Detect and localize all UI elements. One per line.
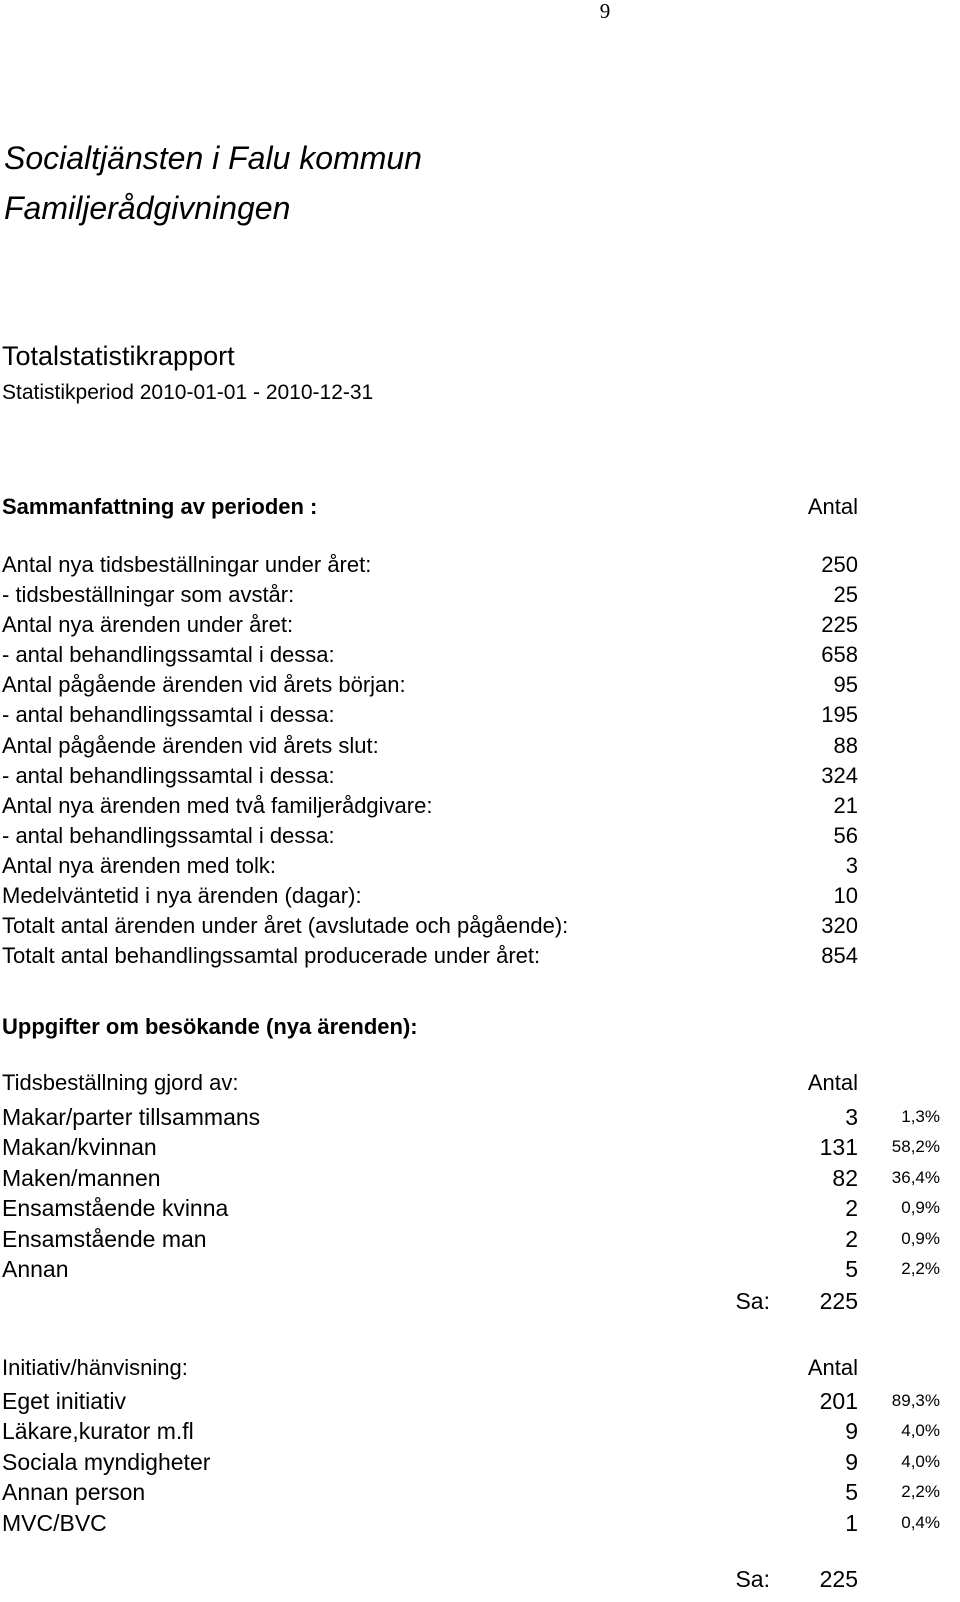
- referral-row: [0, 1447, 960, 1477]
- booking-row: [0, 1254, 960, 1284]
- summary-row-label: - tidsbeställningar som avstår:: [2, 582, 295, 608]
- booking-row-percent: 0,9%: [901, 1198, 940, 1218]
- summary-heading: Sammanfattning av perioden :: [2, 494, 318, 519]
- referral-row: [0, 1416, 960, 1446]
- booking-row: [0, 1193, 960, 1223]
- booking-row-value: 2: [845, 1195, 858, 1222]
- department-name: Familjerådgivningen: [4, 190, 291, 226]
- booking-sum: [0, 1286, 960, 1316]
- booking-column-header: Antal: [807, 1070, 858, 1095]
- referral-group-label: Initiativ/hänvisning:: [2, 1355, 188, 1380]
- referral-row-percent: 2,2%: [901, 1482, 940, 1502]
- booking-row: [0, 1132, 960, 1162]
- referral-list: [0, 1386, 960, 1538]
- booking-row-value: 3: [845, 1104, 858, 1130]
- page-number: 9: [599, 0, 611, 23]
- summary-row-label: - antal behandlingssamtal i dessa:: [2, 822, 335, 848]
- referral-row-value: 9: [845, 1418, 858, 1445]
- booking-row-label: Makan/kvinnan: [2, 1134, 157, 1161]
- summary-row: [0, 821, 960, 851]
- booking-group-label: Tidsbeställning gjord av:: [2, 1070, 239, 1095]
- referral-row-percent: 0,4%: [901, 1512, 940, 1532]
- summary-row-value: 25: [833, 582, 858, 608]
- summary-row: [0, 610, 960, 640]
- summary-row: [0, 731, 960, 761]
- booking-row-percent: 1,3%: [901, 1107, 940, 1126]
- summary-row: [0, 580, 960, 610]
- summary-row-value: 10: [833, 883, 858, 909]
- booking-list: [0, 1102, 960, 1284]
- summary-row-label: Antal pågående ärenden vid årets slut:: [2, 732, 379, 758]
- booking-row-percent: 58,2%: [891, 1137, 940, 1157]
- referral-row-label: Sociala myndigheter: [2, 1448, 211, 1475]
- summary-row-label: - antal behandlingssamtal i dessa:: [2, 642, 335, 668]
- summary-row: [0, 851, 960, 881]
- visitors-heading: Uppgifter om besökande (nya ärenden):: [2, 1014, 418, 1039]
- summary-row-label: Medelväntetid i nya ärenden (dagar):: [2, 883, 362, 909]
- referral-row-value: 9: [845, 1448, 858, 1475]
- booking-row: [0, 1163, 960, 1193]
- booking-row-value: 131: [819, 1134, 858, 1161]
- summary-row-label: Totalt antal ärenden under året (avslutade och pågående):: [2, 913, 569, 939]
- summary-row-label: Antal nya tidsbeställningar under året:: [2, 552, 372, 577]
- summary-row-value: 95: [833, 672, 858, 698]
- summary-row: [0, 550, 960, 580]
- summary-row-label: Antal pågående ärenden vid årets början:: [2, 672, 406, 698]
- summary-row-value: 3: [845, 852, 858, 878]
- booking-row-label: Annan: [2, 1255, 69, 1282]
- booking-row-percent: 36,4%: [891, 1167, 940, 1187]
- summary-row-value: 56: [833, 822, 858, 848]
- referral-row-value: 5: [845, 1479, 858, 1506]
- summary-row-label: - antal behandlingssamtal i dessa:: [2, 762, 335, 788]
- referral-row-percent: 4,0%: [901, 1421, 940, 1441]
- summary-row: [0, 700, 960, 730]
- summary-row-value: 854: [821, 943, 858, 969]
- summary-row-label: Antal nya ärenden under året:: [2, 612, 294, 638]
- summary-row: [0, 791, 960, 821]
- summary-row: [0, 881, 960, 911]
- summary-row-value: 225: [821, 612, 858, 638]
- booking-row-value: 82: [832, 1164, 858, 1191]
- referral-row-label: Läkare,kurator m.fl: [2, 1418, 194, 1445]
- referral-row-value: 201: [819, 1388, 858, 1414]
- booking-row-value: 2: [845, 1225, 858, 1252]
- summary-row-value: 250: [821, 552, 858, 577]
- referral-row-percent: 4,0%: [901, 1451, 940, 1471]
- referral-row: [0, 1477, 960, 1507]
- referral-sum-value: 225: [819, 1566, 858, 1592]
- booking-row-percent: 0,9%: [901, 1228, 940, 1248]
- booking-row-percent: 2,2%: [901, 1258, 940, 1278]
- booking-group-header: [0, 1068, 960, 1098]
- summary-row: [0, 761, 960, 791]
- report-period: Statistikperiod 2010-01-01 - 2010-12-31: [2, 381, 374, 404]
- referral-row: [0, 1508, 960, 1538]
- referral-row-label: MVC/BVC: [2, 1509, 107, 1536]
- booking-row-label: Ensamstående kvinna: [2, 1195, 229, 1222]
- referral-sum: [0, 1564, 960, 1594]
- referral-row: [0, 1386, 960, 1416]
- booking-row-label: Makar/parter tillsammans: [2, 1104, 261, 1130]
- summary-list: [0, 550, 960, 971]
- summary-column-header: Antal: [807, 494, 858, 519]
- summary-row-value: 88: [833, 732, 858, 758]
- summary-row-label: Antal nya ärenden med tolk:: [2, 852, 276, 878]
- summary-row-label: Antal nya ärenden med två familjerådgivare:: [2, 792, 433, 818]
- org-name: Socialtjänsten i Falu kommun: [4, 140, 422, 176]
- summary-row: [0, 640, 960, 670]
- booking-sum-value: 225: [819, 1288, 858, 1314]
- summary-row-label: Totalt antal behandlingssamtal producerade under året:: [2, 943, 541, 969]
- summary-row-value: 320: [821, 913, 858, 939]
- referral-row-label: Eget initiativ: [2, 1388, 127, 1414]
- booking-row: [0, 1102, 960, 1132]
- summary-row-value: 658: [821, 642, 858, 668]
- report-title: Totalstatistikrapport: [2, 341, 235, 371]
- booking-row-label: Ensamstående man: [2, 1225, 207, 1252]
- booking-row-label: Maken/mannen: [2, 1164, 161, 1191]
- summary-row: [0, 670, 960, 700]
- summary-row: [0, 911, 960, 941]
- summary-row-value: 195: [821, 702, 858, 728]
- summary-row-value: 21: [833, 792, 858, 818]
- referral-row-label: Annan person: [2, 1479, 146, 1506]
- booking-sum-label: Sa:: [735, 1288, 770, 1314]
- referral-row-value: 1: [845, 1509, 858, 1536]
- summary-row-value: 324: [821, 762, 858, 788]
- booking-row: [0, 1224, 960, 1254]
- summary-row-label: - antal behandlingssamtal i dessa:: [2, 702, 335, 728]
- summary-row: [0, 941, 960, 971]
- booking-row-value: 5: [845, 1255, 858, 1282]
- referral-row-percent: 89,3%: [891, 1391, 940, 1410]
- referral-sum-label: Sa:: [735, 1566, 770, 1592]
- referral-group-header: [0, 1353, 960, 1383]
- referral-column-header: Antal: [807, 1355, 858, 1380]
